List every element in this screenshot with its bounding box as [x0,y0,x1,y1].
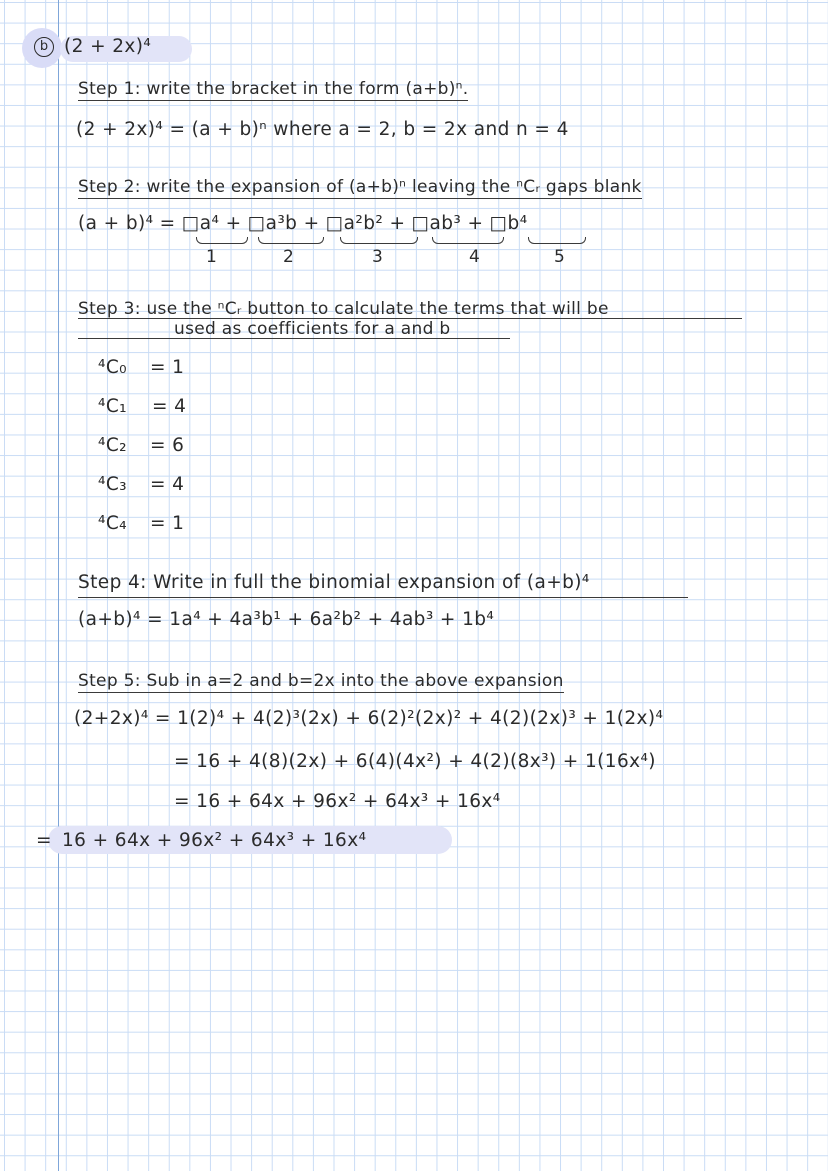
step1-heading: Step 1: write the bracket in the form (a+b)ⁿ. [78,79,469,99]
step5-evaluation: = 16 + 4(8)(2x) + 6(4)(4x²) + 4(2)(8x³) + 1(16x⁴) [174,751,656,772]
combination-value-3: = 4 [150,474,185,495]
step5-heading: Step 5: Sub in a=2 and b=2x into the above expansion [78,671,564,691]
step3-heading-line2: used as coefficients for a and b [174,319,451,339]
combination-label-2: ⁴C₂ [98,435,127,456]
combination-value-1: = 4 [152,396,187,417]
title-expression: (2 + 2x)⁴ [64,36,152,57]
step4-expansion: (a+b)⁴ = 1a⁴ + 4a³b¹ + 6a²b² + 4ab³ + 1b⁴ [78,609,495,630]
notebook-margin-line [58,0,59,1171]
step3-heading-line1: Step 3: use the ⁿCᵣ button to calculate the terms that will be [78,299,609,319]
step1-equation: (2 + 2x)⁴ = (a + b)ⁿ where a = 2, b = 2x and n = 4 [76,119,569,140]
combination-label-3: ⁴C₃ [98,474,127,495]
final-equals: = [36,830,52,851]
step5-substitution: (2+2x)⁴ = 1(2)⁴ + 4(2)³(2x) + 6(2)²(2x)² + 4(2)(2x)³ + 1(2x)⁴ [74,708,664,729]
step4-underline [78,597,688,598]
brace-term-3 [340,237,418,244]
term-number-4: 4 [469,247,480,267]
brace-term-2 [258,237,324,244]
combination-value-2: = 6 [150,435,185,456]
brace-term-1 [196,237,248,244]
step2-expansion-template: (a + b)⁴ = □a⁴ + □a³b + □a²b² + □ab³ + □b⁴ [78,213,528,234]
step2-heading: Step 2: write the expansion of (a+b)ⁿ leaving the ⁿCᵣ gaps blank [78,177,642,197]
step5-simplified: = 16 + 64x + 96x² + 64x³ + 16x⁴ [174,791,501,812]
step3-underline-2 [78,338,510,339]
step4-heading: Step 4: Write in full the binomial expansion of (a+b)⁴ [78,572,590,593]
term-number-5: 5 [554,247,565,267]
term-number-1: 1 [206,247,217,267]
brace-term-5 [528,237,586,244]
combination-label-4: ⁴C₄ [98,513,127,534]
term-number-3: 3 [372,247,383,267]
combination-value-0: = 1 [150,357,185,378]
part-label: b [34,37,54,57]
term-number-2: 2 [283,247,294,267]
combination-label-0: ⁴C₀ [98,357,127,378]
final-answer: 16 + 64x + 96x² + 64x³ + 16x⁴ [62,830,367,851]
combination-label-1: ⁴C₁ [98,396,127,417]
combination-value-4: = 1 [150,513,185,534]
brace-term-4 [432,237,504,244]
